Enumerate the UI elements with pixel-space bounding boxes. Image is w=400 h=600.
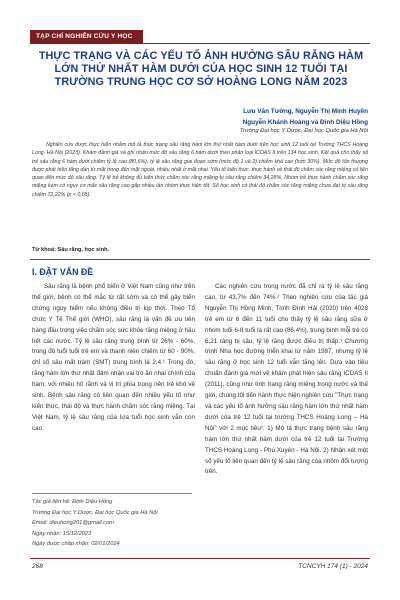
keywords: Từ khoá: Sâu răng, học sinh. <box>32 247 110 253</box>
footnote-rule <box>32 493 192 494</box>
journal-name-tab: TẠP CHÍ NGHIÊN CỨU Y HỌC <box>30 30 143 44</box>
author-list <box>118 107 368 128</box>
body-column-right: Các nghiên cứu trong nước đã chỉ ra tỷ lệ sâu răng cao, từ 43,7% đến 74%.² Theo nghiên cứu của tác giả Nguyễn Thị Hồng Minh, Trịnh Đình Hải (2020) trên 4028 trẻ em từ 6 đến 11 tuổi cho thấy tỷ lệ sâu răng sữa ở nhóm tuổi 6-8 tuổi là rất cao (86,4%), trung bình mỗi trẻ có 6,21 răng bị sâu, tỷ lệ răng được điều trị thấp.³ Chương trình Nha học đường triển khai từ năm 1987, nhưng tỷ lệ sâu răng ở học sinh 12 tuổi vẫn tăng lên. Dựa vào tiêu chuẩn đánh giá mới về khám phát hiện sâu răng ICDAS II (2011), cũng như tình trạng răng miệng trong nước và thế giới, chúng tôi tiến hành thực hiện nghiên cứu "Thực trạng và các yếu tố ảnh hưởng sâu răng hàm lớn thứ nhất hàm dưới của trẻ 12 tuổi tại trường THCS Hoàng Long – Hà Nội" với 2 mục tiêu¹: 1) Mô tả thực trạng bệnh sâu răng hàm lớn thứ nhất hàm dưới của trẻ 12 tuổi tại Trường THCS Hoàng Long - Phú Xuyên - Hà Nội. 2) Nhận xét một số yếu tố liên quan đến tỷ lệ sâu răng của nhóm đối tượng trên. <box>205 283 368 476</box>
abstract-divider <box>30 259 370 260</box>
authors-line-1: Lưu Văn Tường, Nguyễn Thị Minh Huyền <box>243 108 368 115</box>
footnotes <box>32 497 197 550</box>
section-heading: I. ĐẶT VẤN ĐỀ <box>32 267 94 277</box>
header-rule <box>30 43 370 44</box>
article-title: THỰC TRẠNG VÀ CÁC YẾU TỐ ẢNH HƯỞNG SÂU RĂNG HÀM LỚN THỨ NHẤT HÀM DƯỚI CỦA HỌC SINH 12 TUỔI TẠI TRƯỜNG TRUNG HỌC CƠ SỞ HOÀNG LONG NĂM 2023 <box>38 50 364 89</box>
journal-header <box>0 30 400 44</box>
affiliation: Trường Đại học Y Dược, Đại học Quốc gia Hà Nội <box>239 128 368 134</box>
authors-line-2: Nguyễn Khánh Hoàng và Đinh Diệu Hồng <box>242 118 368 126</box>
footnote-received-date: Ngày nhận: 15/12/2023 <box>32 530 92 537</box>
body-column-left: Sâu răng là bệnh phổ biến ở Việt Nam cũng như trên thế giới, bệnh có thể mắc từ rất sớm và có thể gây biến chứng nguy hiểm nếu không điều trị kịp thời. Theo Tổ chức Y Tế Thế giới (WHO), sâu răng là vấn đề ưu tiên hàng đầu trong việc chăm sóc sức khỏe răng miệng ở hầu hết các nước. Tỷ lệ sâu răng trung bình từ 26% - 60%, trong độ tuổi tuổi trẻ em và thanh niên chiếm từ 60 - 90%, chỉ số sâu mất trám (SMT) trung bình là 2,4.¹ Trong đó, răng hàm lớn thứ nhất đảm nhận vai trò ăn nhai chính của hàm, với nhiều hố rãnh và vị trí phía trong nên trẻ khó vệ sinh. Bệnh sâu răng có liên quan đến nhiều yếu tố như kiến thức, thái độ và thực hành chăm sóc răng miệng. Tại Việt Nam, tỷ lệ sâu răng của lứa tuổi học sinh vẫn còn cao. <box>32 283 195 432</box>
footer-rule <box>30 558 370 559</box>
page-number: 268 <box>32 563 43 570</box>
footnote-responsible-author: Tác giả liên hệ: Đinh Diệu Hồng <box>32 499 113 505</box>
footnote-institution: Trường Đại học Y Dược, Đại học Quốc gia Hà Nội <box>32 509 158 516</box>
footnote-accepted-date: Ngày được chấp nhận: 02/01/2024 <box>32 541 120 548</box>
journal-issue: TCNCYH 174 (1) - 2024 <box>298 563 368 570</box>
abstract: Nghiên cứu được thực hiện nhằm mô tả thực trạng sâu răng hàm lớn thứ nhất hàm dưới trên học sinh 12 tuổi tại Trường THCS Hoàng Long, Hà Nội (2023). Khám đánh giá và ghi nhận mức độ sâu răng 6 hàm dưới theo phân loại ICDAS II trên 134 học sinh. Kết quả cho thấy số trẻ sâu răng 6 hàm dưới chiếm tỷ lệ cao (80,6%), tỷ lệ sâu răng giai đoạn sớm (mức độ 1 và 2) chiếm khá cao (hơn 30%). Mức độ tổn thương được phát hiện tăng dần từ mặt trong đến mặt ngoài, nhiều nhất ở mặt nhai. Yếu tố kiến thức, thực hành về thái độ chăm sóc răng miệng có liên quan đến mức độ sâu răng. Tỷ lệ trẻ không đủ kiến thức chăm sóc răng miệng bị sâu răng chiếm 34,28%. Nhóm trẻ thực hành chăm sóc răng miệng kém có nguy cơ mắc sâu răng cao gấp nhiều lần nhóm thực hiện tốt. Số học sinh có thái độ chăm sóc răng miệng chưa đạt bị sâu răng chiếm 72,22% (p < 0,05). <box>32 142 368 198</box>
footnote-email: Email: dieuhong201@gmail.com <box>32 520 114 527</box>
